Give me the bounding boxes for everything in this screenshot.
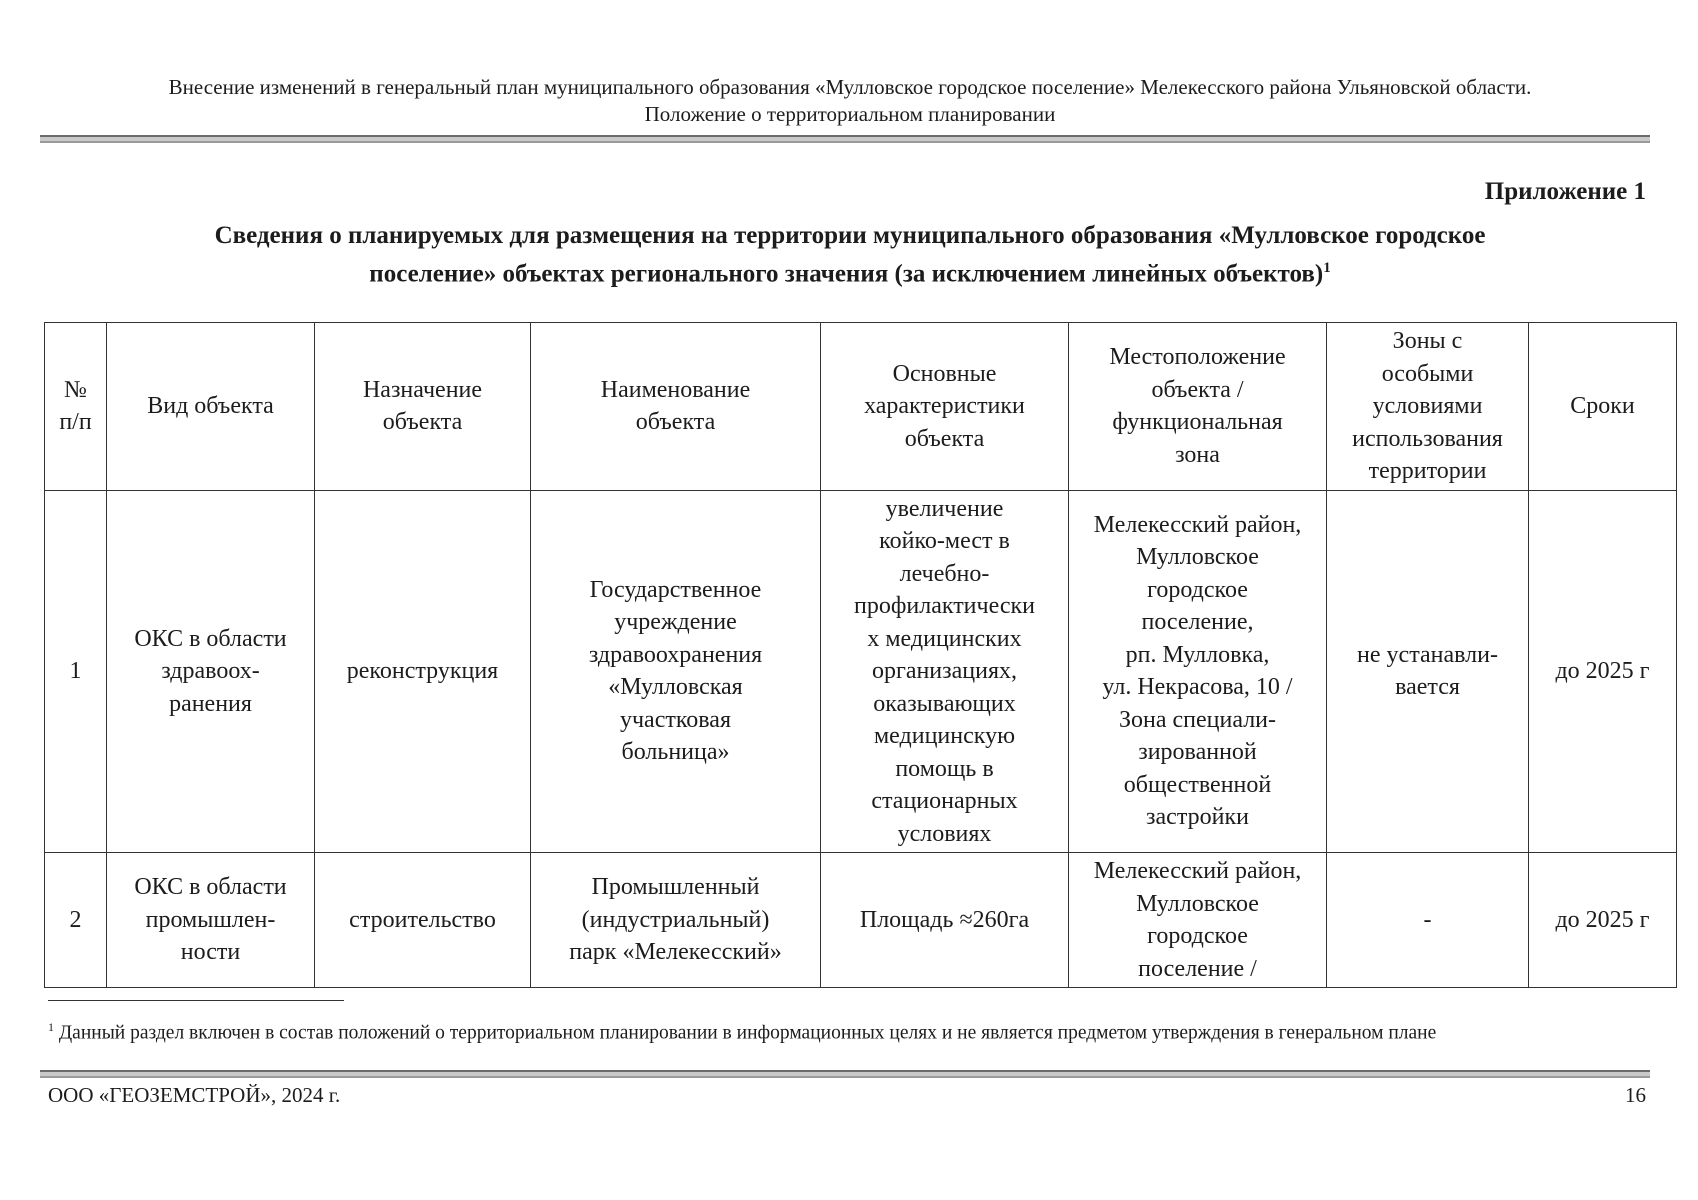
cell-location-line: застройки [1146,804,1249,831]
header-zones-line: территории [1368,458,1487,484]
header-zones [1327,323,1529,491]
cell-num [45,853,107,988]
cell-characteristics-line: условиях [897,820,992,847]
cell-location-line: зированной [1138,739,1257,766]
running-header-line-2: Положение о территориальном планировании [644,102,1056,126]
header-characteristics-line: объекта [904,425,985,452]
cell-kind-line: промышлен- [145,906,276,933]
header-zones-line: особыми [1381,360,1474,387]
cell-name [531,490,821,853]
footnote-mark: 1 [48,1020,54,1034]
header-number-line: № [64,376,87,403]
cell-characteristics-line: стационарных [871,788,1018,814]
footnote-text: Данный раздел включен в состав положений о территориальном планировании в информационных целях и не является предметом утверждения в генеральном плане [58,1022,1437,1044]
cell-kind [107,490,315,853]
header-name-line: Наименование [600,376,751,403]
header-term-line: Сроки [1570,393,1635,419]
header-location-line: объекта / [1151,376,1244,403]
table-row [45,853,1677,988]
header-characteristics [821,323,1069,491]
cell-characteristics-line: койко-мест в [879,528,1010,554]
footnote [48,1014,1648,1047]
cell-characteristics-line: помощь в [895,755,994,782]
header-characteristics-line: Основные [892,360,997,387]
cell-name-line: парк «Мелекесский» [569,939,782,966]
cell-purpose [315,490,531,853]
cell-term-line: до 2025 г [1555,906,1650,933]
cell-kind-line: ности [180,939,241,966]
page-number: 16 [1625,1083,1646,1107]
header-number-line: п/п [59,409,92,436]
footer-rule [40,1070,1650,1078]
cell-kind-line: здравоох- [161,658,260,684]
header-purpose [315,323,531,491]
header-zones-line: использования [1352,425,1503,452]
cell-purpose-line: строительство [349,906,496,933]
cell-characteristics-line: организациях, [871,658,1018,684]
header-term [1529,323,1677,491]
cell-num [45,490,107,853]
header-number [45,323,107,491]
header-location-line: функциональная [1112,409,1283,436]
cell-location-line: Мулловское [1136,890,1259,917]
cell-location-line: городское [1147,923,1248,949]
objects-table [44,322,1677,988]
header-zones-line: Зоны с [1392,328,1463,354]
cell-location-line: общественной [1123,771,1272,798]
cell-location-line: рп. Мулловка, [1125,641,1270,668]
document-title-line-1: Сведения о планируемых для размещения на территории муниципального образования «Мулловское городское [214,222,1486,249]
cell-zones-line: вается [1395,674,1460,701]
cell-purpose [315,853,531,988]
table-row [45,490,1677,853]
cell-zones [1327,853,1529,988]
cell-location [1069,490,1327,853]
cell-name-line: участковая [619,706,731,733]
cell-kind-line: ОКС в области [134,874,287,901]
cell-purpose-line: реконструкция [346,658,499,684]
cell-location [1069,853,1327,988]
cell-location-line: поселение / [1138,955,1257,982]
cell-zones [1327,490,1529,853]
cell-kind [107,853,315,988]
header-name [531,323,821,491]
cell-location-line: Мулловское [1136,544,1259,571]
cell-zones-line: не устанавли- [1357,641,1498,668]
cell-characteristics [821,853,1069,988]
cell-characteristics-line: х медицинских [867,625,1022,652]
cell-name-line: (индустриальный) [581,906,770,933]
document-title-line-2-text: поселение» объектах регионального значения (за исключением линейных объектов) [369,260,1324,288]
cell-location-line: Зона специали- [1118,706,1277,733]
cell-name-line: учреждение [614,609,737,636]
cell-num-line: 1 [69,658,82,684]
header-characteristics-line: характеристики [864,393,1025,419]
footer-company: ООО «ГЕОЗЕМСТРОЙ», 2024 г. [48,1083,341,1107]
table-body [45,490,1677,988]
cell-location-line: городское [1147,576,1248,603]
table-header-row [45,323,1677,491]
cell-term [1529,490,1677,853]
cell-name-line: Государственное [589,576,762,603]
cell-name [531,853,821,988]
header-location [1069,323,1327,491]
cell-characteristics-line: увеличение [885,495,1004,522]
header-location-line: зона [1175,441,1220,468]
cell-location-line: Мелекесский район, [1093,511,1302,538]
cell-name-line: больница» [621,739,730,766]
cell-location-line: поселение, [1141,609,1254,636]
cell-term-line: до 2025 г [1555,658,1650,684]
cell-characteristics [821,490,1069,853]
cell-kind-line: ОКС в области [134,625,287,652]
header-name-line: объекта [635,409,716,436]
cell-name-line: Промышленный [591,874,760,901]
cell-num-line: 2 [69,906,82,933]
cell-name-line: «Мулловская [608,674,743,701]
header-purpose-line: Назначение [362,376,483,403]
footnote-separator [48,1000,344,1001]
cell-characteristics-line: лечебно- [899,560,990,587]
running-header [40,74,1660,128]
appendix-label: Приложение 1 [1484,178,1646,205]
cell-characteristics-line: медицинскую [873,723,1015,749]
header-location-line: Местоположение [1109,344,1286,371]
cell-characteristics-line: Площадь ≈260га [859,906,1030,933]
cell-kind-line: ранения [169,690,252,717]
cell-characteristics-line: оказывающих [873,690,1016,717]
footnote-reference: 1 [1323,260,1331,276]
cell-location-line: ул. Некрасова, 10 / [1102,674,1293,701]
header-zones-line: условиями [1372,393,1483,419]
cell-zones-line: - [1423,906,1432,933]
header-kind-line: Вид объекта [147,393,274,419]
cell-location-line: Мелекесский район, [1093,858,1302,884]
header-kind [107,323,315,491]
document-title [80,220,1620,290]
cell-term [1529,853,1677,988]
cell-name-line: здравоохранения [588,641,763,668]
running-header-line-1: Внесение изменений в генеральный план муниципального образования «Мулловское городское поселение» Мелекесского района Ульяновской области. [168,75,1532,99]
header-purpose-line: объекта [382,409,463,436]
cell-characteristics-line: профилактически [853,593,1036,619]
header-rule [40,135,1650,143]
document-title-line-2 [80,252,1620,290]
